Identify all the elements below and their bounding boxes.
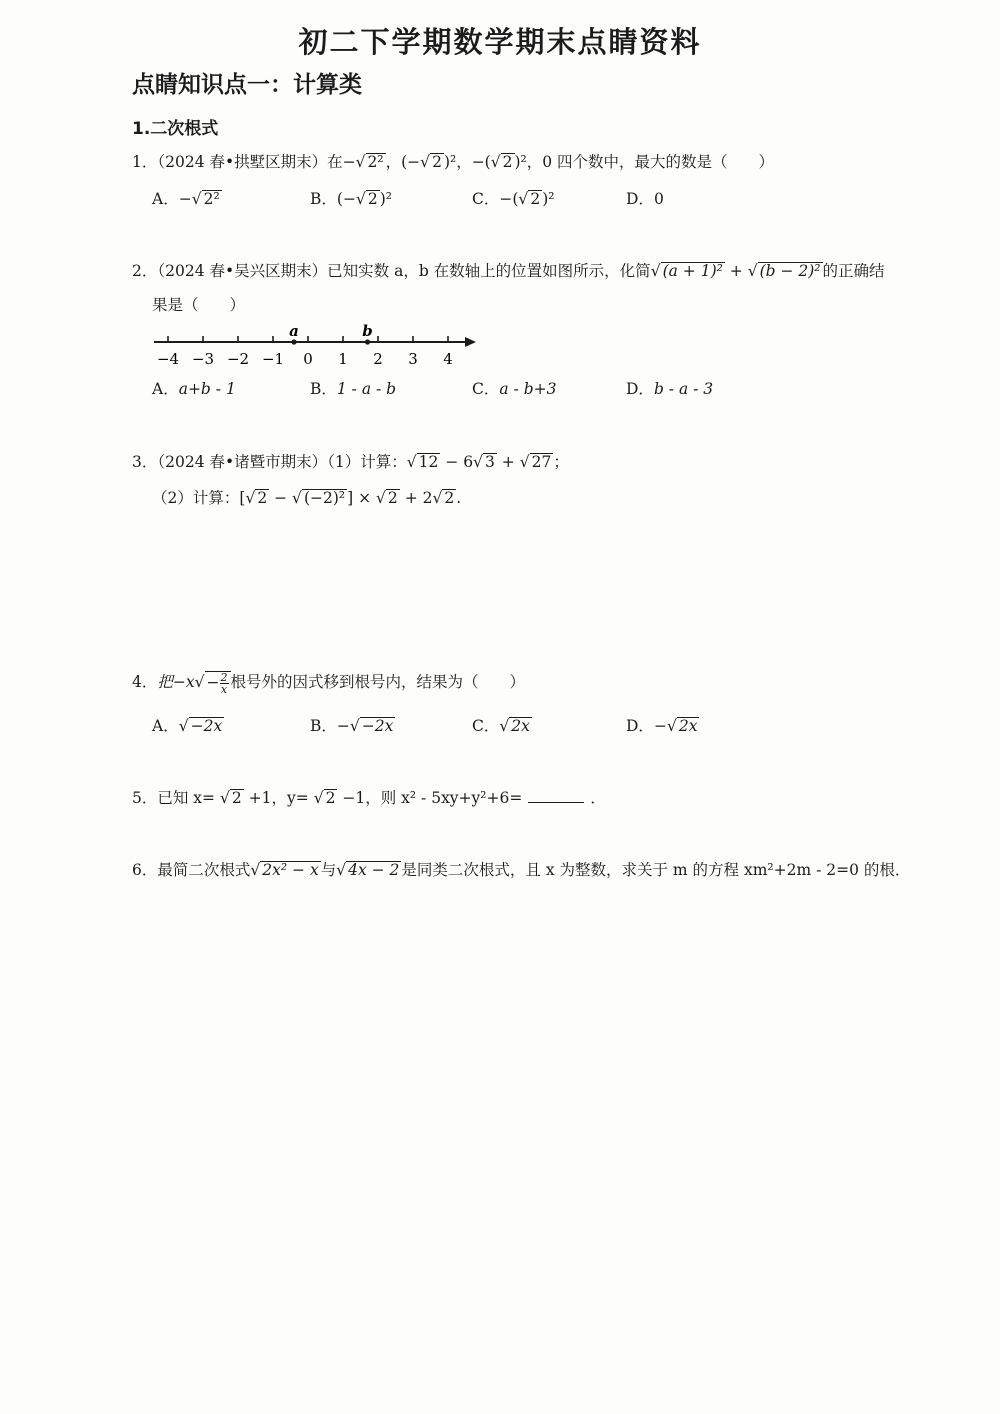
option-label: D． [626, 380, 654, 398]
q1-option-c[interactable]: C．−(√ 2 )² [472, 190, 555, 208]
question-text: + 2 [399, 489, 433, 507]
number-line-tick-label: −4 [156, 350, 180, 368]
question-text: )²，−( [443, 153, 491, 171]
point-b [365, 339, 370, 344]
radicand: 2 [432, 153, 442, 171]
question-text: ，(− [385, 153, 421, 171]
option-label: B． [310, 190, 337, 208]
subsection-heading: 1.二次根式 [132, 119, 219, 139]
radicand: 2x [511, 717, 530, 735]
question-text: 与 [320, 861, 337, 879]
radicand: 2 [502, 153, 513, 171]
arrow-icon [465, 337, 476, 347]
option-label: B． [310, 380, 337, 398]
radicand: 2² [367, 153, 384, 171]
section-heading: 点睛知识点一：计算类 [132, 72, 362, 98]
question-number: 1． [132, 153, 158, 171]
option-label: A． [152, 380, 179, 398]
question-source: （2024 春•吴兴区期末） [157, 262, 328, 280]
number-line-tick-label: −2 [226, 350, 250, 368]
option-text: a - b+3 [499, 380, 557, 398]
question-text: [ [239, 489, 246, 507]
fraction-numerator: 2 [220, 670, 228, 684]
question-4: 4．把−x√ − $\frac{2}{x}$ 根号外的因式移到根号内，结果为（ ） [132, 670, 526, 696]
question-1: 1．（2024 春•拱墅区期末）在−√ 2² ，(−√ 2 )²，−(√ 2 )²，0 四个数中，最大的数是（ ） [132, 153, 775, 171]
q2-option-c[interactable] [472, 377, 556, 399]
question-text: 是同类二次根式，且 x 为整数，求关于 m 的方程 xm²+2m - 2=0 的根． [401, 861, 911, 879]
question-text: + [496, 453, 520, 471]
point-a [291, 339, 296, 344]
fraction [220, 672, 229, 695]
option-label: A． [152, 190, 179, 208]
question-text: ． [590, 789, 606, 807]
radicand: 2 [444, 489, 455, 507]
q4-option-d[interactable]: D．−√ 2x [626, 717, 698, 735]
option-label: B． [310, 717, 337, 735]
option-label: D． [626, 717, 654, 735]
option-label: C． [472, 717, 500, 735]
question-text: 在− [327, 153, 356, 171]
question-5: 5．已知 x= √ 2 +1，y= √ 2 −1，则 x² - 5xy+y²+6= ． [132, 789, 606, 807]
radicand: 2 [231, 789, 242, 807]
radical-expression [205, 671, 231, 695]
question-number: 3． [132, 453, 158, 471]
option-text: a+b - 1 [178, 380, 236, 398]
question-number: 5． [132, 789, 158, 807]
question-text: 根号外的因式移到根号内，结果为（ ） [230, 673, 526, 691]
q2-option-b[interactable] [310, 377, 396, 399]
radicand: (b − 2)² [759, 262, 821, 280]
question-text: （2）计算： [152, 489, 240, 507]
q4-option-c[interactable]: C．√ 2x [472, 717, 530, 735]
question-number: 2． [132, 262, 158, 280]
option-label: A． [152, 717, 179, 735]
option-text: 0 [653, 190, 664, 208]
option-label: D． [626, 190, 654, 208]
question-text: （1）计算： [327, 453, 407, 471]
question-text: ] × [347, 489, 376, 507]
question-text: ； [553, 453, 569, 471]
question-2-line-2: 果是（ ） [152, 296, 246, 314]
fraction-denominator: x [220, 682, 228, 696]
option-text: )² [379, 190, 392, 208]
radicand: 4x − 2 [348, 861, 400, 879]
question-text: . [456, 489, 462, 507]
radicand: 2² [203, 190, 220, 208]
option-text: − [336, 717, 350, 735]
number-line-tick-label: −1 [261, 350, 285, 368]
answer-blank[interactable] [528, 802, 584, 803]
option-text: )² [542, 190, 555, 208]
radicand: 2 [325, 789, 336, 807]
number-line [140, 318, 490, 374]
question-2: 2．（2024 春•吴兴区期末）已知实数 a，b 在数轴上的位置如图所示，化简√ (a + 1)² + √ (b − 2)² 的正确结 [132, 262, 885, 280]
number-line-tick-label: −3 [191, 350, 215, 368]
number-line-tick-label: 2 [373, 350, 383, 368]
question-text: +1，y= [243, 789, 314, 807]
question-text: − [269, 489, 293, 507]
option-text: 1 - a - b [336, 380, 397, 398]
question-text: − 6 [440, 453, 474, 471]
question-6: 6．最简二次根式√ 2x² − x 与√ 4x − 2 是同类二次根式，且 x 为整数，求关于 m 的方程 xm²+2m - 2=0 的根． [132, 861, 911, 879]
radicand: 2x [678, 717, 698, 735]
radicand: 2 [387, 489, 398, 507]
number-line-tick-label: 3 [408, 350, 418, 368]
question-text: )²，0 四个数中，最大的数是（ ） [514, 153, 775, 171]
option-text: (− [336, 190, 356, 208]
question-text: 最简二次根式 [157, 861, 251, 879]
question-text: 把−x [157, 673, 195, 691]
option-text: b - a - 3 [653, 380, 714, 398]
option-label: C． [472, 190, 500, 208]
q2-option-a[interactable] [152, 377, 236, 399]
number-line-tick-label: 1 [338, 350, 348, 368]
question-text: 的正确结 [822, 262, 885, 280]
q1-option-a[interactable]: A．−√ 2² [152, 190, 220, 208]
radicand: −2x [361, 717, 394, 735]
q4-option-a[interactable]: A．√ −2x [152, 717, 223, 735]
question-3: 3．（2024 春•诸暨市期末）（1）计算：√ 12 − 6√ 3 + √ 27 ； [132, 453, 569, 471]
question-number: 4． [132, 673, 158, 691]
q2-option-d[interactable] [626, 377, 713, 399]
radicand: 3 [485, 453, 495, 471]
radicand: 12 [418, 453, 439, 471]
option-text: −( [499, 190, 519, 208]
q4-option-b[interactable]: B．−√ −2x [310, 717, 394, 735]
radicand: 2 [367, 190, 378, 208]
number-line-tick-label: 0 [303, 350, 313, 368]
q1-option-d[interactable] [626, 187, 664, 209]
option-label: C． [472, 380, 500, 398]
page-title: 初二下学期数学期末点睛资料 [298, 25, 702, 59]
radicand: 2 [257, 489, 268, 507]
radicand: 2 [530, 190, 541, 208]
question-3-part-2: （2）计算：[√ 2 − √ (−2)² ] × √ 2 + 2√ 2 . [152, 489, 462, 507]
question-text: −1，则 x² - 5xy+y²+6= [337, 789, 523, 807]
question-number: 6． [132, 861, 158, 879]
radicand: −2x [190, 717, 223, 735]
point-a-label: a [289, 322, 299, 340]
question-source: （2024 春•拱墅区期末） [157, 153, 328, 171]
question-text: − [206, 673, 220, 691]
point-b-label: b [362, 322, 373, 340]
number-line-tick-label: 4 [443, 350, 453, 368]
option-text: − [653, 717, 667, 735]
question-text: + [724, 262, 748, 280]
option-text: − [178, 190, 192, 208]
radicand: (a + 1)² [662, 262, 723, 280]
radicand: (−2)² [303, 489, 346, 507]
q1-option-b[interactable]: B．(−√ 2 )² [310, 190, 392, 208]
radicand: 2x² − x [262, 861, 319, 879]
question-text: 已知 x= [157, 789, 220, 807]
question-text: 已知实数 a，b 在数轴上的位置如图所示，化简 [327, 262, 651, 280]
question-source: （2024 春•诸暨市期末） [157, 453, 328, 471]
radicand: 27 [531, 453, 552, 471]
